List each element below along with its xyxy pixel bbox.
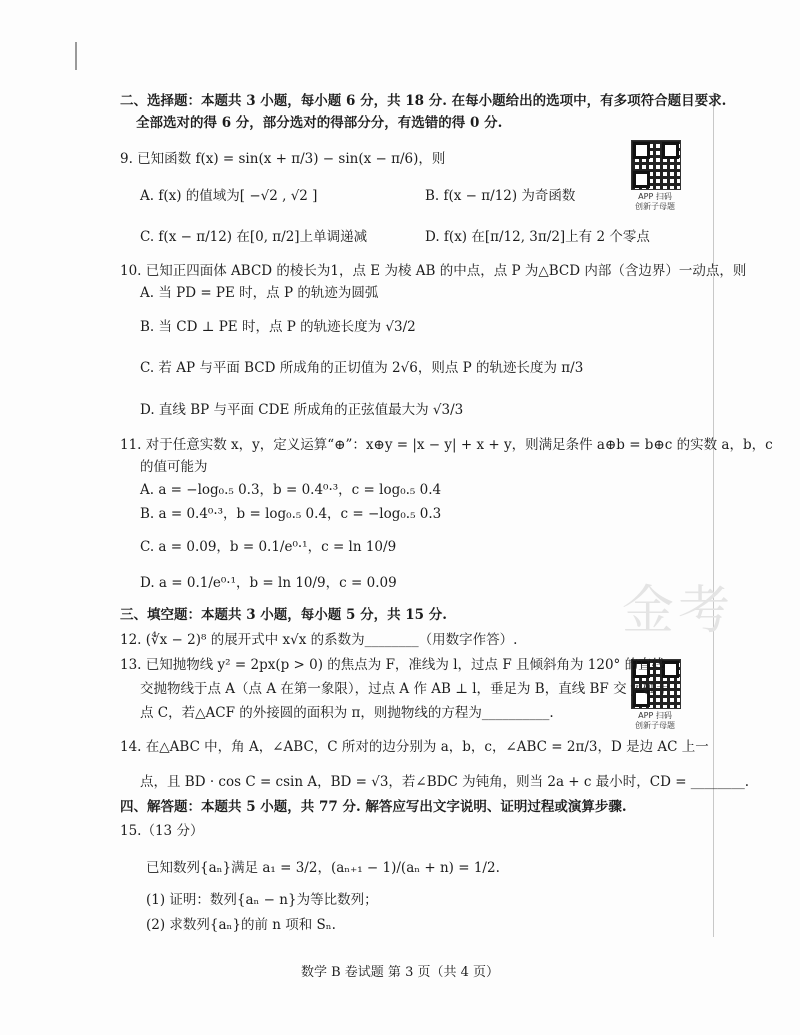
question-13-line-1: 13. 已知抛物线 y² = 2px(p > 0) 的焦点为 F，准线为 l，过点 F 且倾斜角为 120° 的直线 <box>120 657 666 673</box>
question-11-option-b: B. a = 0.4⁰·³，b = log₀.₅ 0.4，c = −log₀.₅ 0.3 <box>140 506 442 522</box>
question-10-option-d: D. 直线 BP 与平面 CDE 所成角的正弦值最大为 √3/3 <box>140 402 464 418</box>
question-10-option-c: C. 若 AP 与平面 BCD 所成角的正切值为 2√6，则点 P 的轨迹长度为 π/3 <box>140 360 584 376</box>
section-heading: 四、解答题：本题共 5 小题，共 77 分. 解答应写出文字说明、证明过程或演算步骤. <box>120 799 627 815</box>
qr-caption: APP 扫码 创新子母题 <box>635 711 675 730</box>
question-11-option-a: A. a = −log₀.₅ 0.3，b = 0.4⁰·³，c = log₀.₅ 0.4 <box>140 482 442 498</box>
question-11-stem: 11. 对于任意实数 x，y，定义运算“⊕”：x⊕y = |x − y| + x + y，则满足条件 a⊕b = b⊕c 的实数 a，b，c <box>120 437 773 453</box>
page-border-line <box>713 92 714 937</box>
scan-mark <box>75 42 77 70</box>
question-10-option-a: A. 当 PD = PE 时，点 P 的轨迹为圆弧 <box>140 285 379 301</box>
question-14-line-2: 点，且 BD · cos C = csin A，BD = √3，若∠BDC 为钝角，则当 2a + c 最小时，CD = ________. <box>140 774 750 790</box>
question-10-option-b: B. 当 CD ⊥ PE 时，点 P 的轨迹长度为 √3/2 <box>140 319 416 335</box>
question-13-line-3: 点 C，若△ACF 的外接圆的面积为 π，则抛物线的方程为__________. <box>140 705 554 721</box>
page-footer: 数学 B 卷试题 第 3 页（共 4 页） <box>300 965 500 980</box>
question-11-option-d: D. a = 0.1/e⁰·¹，b = ln 10/9，c = 0.09 <box>140 575 397 591</box>
section-heading-cont: 全部选对的得 6 分，部分选对的得部分分，有选错的得 0 分. <box>136 115 503 131</box>
watermark: 金考 <box>622 581 735 641</box>
question-11-stem-cont: 的值可能为 <box>140 459 208 475</box>
qr-caption: APP 扫码 创新子母题 <box>635 192 675 211</box>
question-13-line-2: 交抛物线于点 A（点 A 在第一象限），过点 A 作 AB ⊥ l，垂足为 B，直线 BF 交 y 轴于 <box>140 681 670 697</box>
question-11-option-c: C. a = 0.09，b = 0.1/e⁰·¹，c = ln 10/9 <box>140 539 397 555</box>
question-9-stem: 9. 已知函数 f(x) = sin(x + π/3) − sin(x − π/6)，则 <box>120 151 446 167</box>
question-9-option-b: B. f(x − π/12) 为奇函数 <box>425 188 576 204</box>
question-14-line-1: 14. 在△ABC 中，角 A，∠ABC，C 所对的边分别为 a，b，c，∠ABC = 2π/3，D 是边 AC 上一 <box>120 739 709 755</box>
question-9-option-d: D. f(x) 在[π/12, 3π/2]上有 2 个零点 <box>425 229 650 245</box>
question-9-option-a: A. f(x) 的值域为[ −√2 , √2 ] <box>140 188 318 204</box>
question-15-title: 15.（13 分） <box>120 823 204 839</box>
question-12: 12. (∜x − 2)⁸ 的展开式中 x√x 的系数为________（用数字作答）. <box>120 632 518 648</box>
section-heading: 三、填空题：本题共 3 小题，每小题 5 分，共 15 分. <box>120 607 447 623</box>
question-9-option-c: C. f(x − π/12) 在[0, π/2]上单调递减 <box>140 229 368 245</box>
question-15-given: 已知数列{aₙ}满足 a₁ = 3/2，(aₙ₊₁ − 1)/(aₙ + n) = 1/2. <box>146 860 500 876</box>
qr-code[interactable] <box>631 140 681 190</box>
question-10-stem: 10. 已知正四面体 ABCD 的棱长为1，点 E 为棱 AB 的中点，点 P 为△BCD 内部（含边界）一动点，则 <box>120 263 747 279</box>
section-heading: 二、选择题：本题共 3 小题，每小题 6 分，共 18 分. 在每小题给出的选项中，有多项符合题目要求. <box>120 93 727 109</box>
question-15-part-2: (2) 求数列{aₙ}的前 n 项和 Sₙ. <box>146 917 336 933</box>
question-15-part-1: (1) 证明：数列{aₙ − n}为等比数列； <box>146 892 378 908</box>
